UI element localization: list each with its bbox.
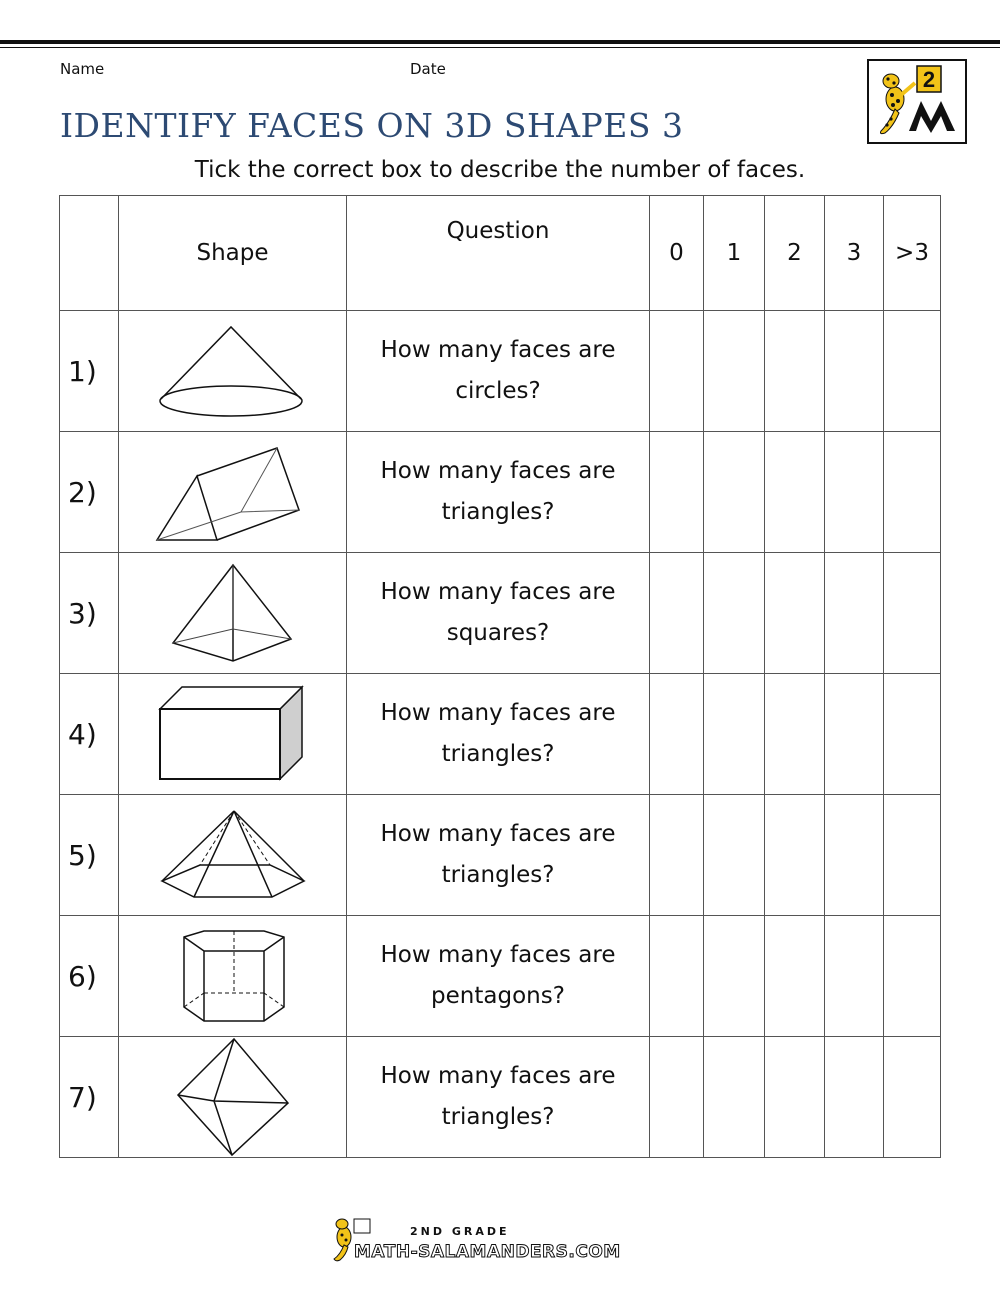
question-line-2: triangles?	[441, 1104, 555, 1130]
tick-box-2[interactable]	[765, 311, 825, 432]
tick-box-3[interactable]	[825, 432, 884, 553]
row-number: 1)	[60, 311, 119, 432]
tick-box-0[interactable]	[650, 1037, 704, 1158]
triangular-prism-icon	[153, 440, 313, 544]
question-line-2: pentagons?	[431, 983, 565, 1009]
question-line-2: triangles?	[441, 741, 555, 767]
tick-box-2[interactable]	[765, 916, 825, 1037]
footer-logo	[330, 1215, 630, 1265]
table-header-row	[60, 196, 941, 311]
page-title: IDENTIFY FACES ON 3D SHAPES 3	[60, 106, 684, 145]
tick-box-3[interactable]	[825, 916, 884, 1037]
tick-box-3[interactable]	[825, 1037, 884, 1158]
tick-box-1[interactable]	[704, 1037, 765, 1158]
row-number: 5)	[60, 795, 119, 916]
tick-box-more-than-3[interactable]	[884, 674, 941, 795]
tick-box-0[interactable]	[650, 795, 704, 916]
tick-box-more-than-3[interactable]	[884, 916, 941, 1037]
header-number-cell	[60, 196, 119, 311]
tick-box-0[interactable]	[650, 432, 704, 553]
tick-box-more-than-3[interactable]	[884, 1037, 941, 1158]
row-number: 7)	[60, 1037, 119, 1158]
salamander-logo	[867, 59, 967, 144]
table-row	[60, 311, 941, 432]
question-line-1: How many faces are	[380, 1063, 616, 1089]
question-cell	[347, 311, 650, 432]
tick-box-0[interactable]	[650, 553, 704, 674]
tick-box-0[interactable]	[650, 311, 704, 432]
question-line-2: circles?	[455, 378, 541, 404]
tick-box-1[interactable]	[704, 311, 765, 432]
tick-box-0[interactable]	[650, 674, 704, 795]
table-row	[60, 674, 941, 795]
table-row	[60, 553, 941, 674]
tick-box-1[interactable]	[704, 916, 765, 1037]
question-line-1: How many faces are	[380, 821, 616, 847]
question-line-1: How many faces are	[380, 458, 616, 484]
top-rule	[0, 40, 1000, 44]
tick-box-1[interactable]	[704, 795, 765, 916]
table-row	[60, 1037, 941, 1158]
header-0: 0	[650, 196, 704, 311]
question-cell	[347, 795, 650, 916]
shape-cell	[119, 674, 347, 795]
tick-box-more-than-3[interactable]	[884, 553, 941, 674]
shape-cell	[119, 311, 347, 432]
name-label: Name	[60, 60, 105, 78]
faces-table	[59, 195, 941, 1158]
question-line-2: triangles?	[441, 862, 555, 888]
tick-box-1[interactable]	[704, 674, 765, 795]
tick-box-0[interactable]	[650, 916, 704, 1037]
question-line-1: How many faces are	[380, 700, 616, 726]
tick-box-1[interactable]	[704, 432, 765, 553]
footer-site: MATH-SALAMANDERS.COM	[354, 1242, 621, 1262]
question-cell	[347, 916, 650, 1037]
header-shape: Shape	[119, 196, 347, 311]
cuboid-icon	[158, 685, 308, 783]
question-cell	[347, 432, 650, 553]
shape-cell	[119, 916, 347, 1037]
tick-box-2[interactable]	[765, 1037, 825, 1158]
header-2: 2	[765, 196, 825, 311]
shape-cell	[119, 432, 347, 553]
header-more-than-3: >3	[884, 196, 941, 311]
top-rule-thin	[0, 47, 1000, 48]
tick-box-2[interactable]	[765, 795, 825, 916]
cone-icon	[158, 323, 308, 419]
tick-box-2[interactable]	[765, 553, 825, 674]
tick-box-more-than-3[interactable]	[884, 432, 941, 553]
tick-box-2[interactable]	[765, 432, 825, 553]
shape-cell	[119, 1037, 347, 1158]
date-label: Date	[410, 60, 446, 78]
tick-box-3[interactable]	[825, 795, 884, 916]
question-line-1: How many faces are	[380, 337, 616, 363]
tick-box-more-than-3[interactable]	[884, 795, 941, 916]
table-row	[60, 795, 941, 916]
question-cell	[347, 674, 650, 795]
footer-grade: 2ND GRADE	[410, 1225, 510, 1238]
instructions: Tick the correct box to describe the number of faces.	[194, 157, 806, 183]
header-3: 3	[825, 196, 884, 311]
header-1: 1	[704, 196, 765, 311]
tick-box-3[interactable]	[825, 311, 884, 432]
shape-cell	[119, 553, 347, 674]
table-row	[60, 432, 941, 553]
row-number: 4)	[60, 674, 119, 795]
question-line-1: How many faces are	[380, 942, 616, 968]
tick-box-more-than-3[interactable]	[884, 311, 941, 432]
logo-badge-text: 2	[922, 67, 936, 92]
tick-box-2[interactable]	[765, 674, 825, 795]
question-cell	[347, 1037, 650, 1158]
octahedron-icon	[176, 1037, 290, 1157]
tick-box-1[interactable]	[704, 553, 765, 674]
tick-box-3[interactable]	[825, 674, 884, 795]
row-number: 2)	[60, 432, 119, 553]
question-line-2: triangles?	[441, 499, 555, 525]
row-number: 6)	[60, 916, 119, 1037]
question-line-1: How many faces are	[380, 579, 616, 605]
pentagonal-prism-icon	[178, 927, 288, 1025]
footer-salamander-logo-icon	[330, 1215, 630, 1265]
tick-box-3[interactable]	[825, 553, 884, 674]
question-cell	[347, 553, 650, 674]
row-number: 3)	[60, 553, 119, 674]
header-question: Question	[347, 196, 650, 311]
salamander-logo-icon	[869, 61, 965, 142]
pentagonal-pyramid-icon	[160, 809, 306, 901]
shape-cell	[119, 795, 347, 916]
table-row	[60, 916, 941, 1037]
square-pyramid-icon	[171, 561, 295, 665]
question-line-2: squares?	[446, 620, 550, 646]
